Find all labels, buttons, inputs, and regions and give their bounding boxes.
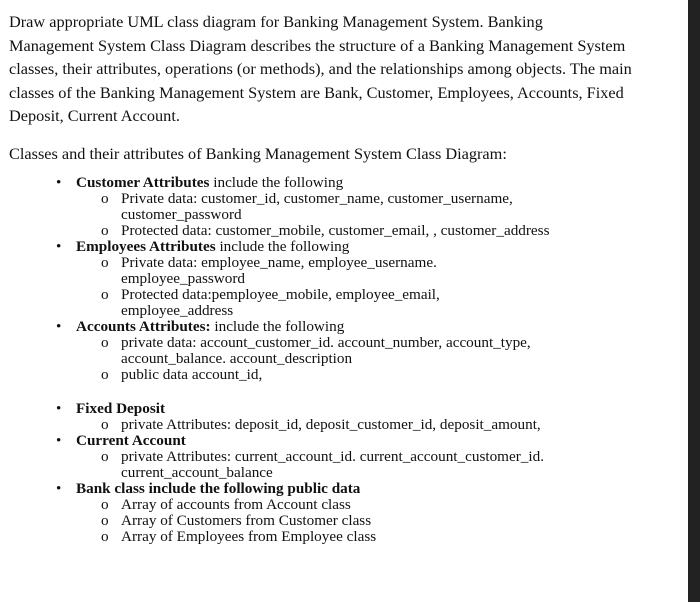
attribute-line: employee_password xyxy=(121,269,245,287)
attribute-line: customer_password xyxy=(121,205,242,223)
bullet-icon: • xyxy=(56,317,62,335)
attribute-line: Protected data: customer_mobile, customer_email, , customer_address xyxy=(121,221,550,239)
attribute-item xyxy=(76,417,679,433)
circle-bullet-icon: o xyxy=(101,221,109,239)
intro-line: classes, their attributes, operations (or methods), and the relationships among objects. The main xyxy=(9,59,632,78)
class-title: Bank class include the following public data xyxy=(76,479,361,497)
intro-paragraph xyxy=(9,10,679,128)
attribute-line: private data: account_customer_id. account_number, account_type, xyxy=(121,333,531,351)
attribute-item xyxy=(76,367,679,383)
attribute-list xyxy=(76,497,679,545)
attribute-line: Array of Employees from Employee class xyxy=(121,527,377,545)
attribute-line: Private data: customer_id, customer_name, customer_username, xyxy=(121,189,513,207)
bullet-icon: • xyxy=(56,479,62,497)
class-title-rest: include the following xyxy=(209,173,344,191)
intro-line: Draw appropriate UML class diagram for Banking Management System. Banking xyxy=(9,12,543,31)
attribute-line: employee_address xyxy=(121,301,234,319)
attribute-line: Protected data:pemployee_mobile, employee_email, xyxy=(121,285,440,303)
attribute-line: Array of accounts from Account class xyxy=(121,495,351,513)
attribute-item xyxy=(76,335,679,367)
circle-bullet-icon: o xyxy=(101,365,109,383)
subheading: Classes and their attributes of Banking Management System Class Diagram: xyxy=(9,143,507,163)
attribute-line: public data account_id, xyxy=(121,365,263,383)
intro-line: Management System Class Diagram describes the structure of a Banking Management System xyxy=(9,35,626,55)
class-item-employees xyxy=(9,239,679,319)
class-title-rest: include the following xyxy=(215,237,350,255)
attribute-item xyxy=(76,191,679,223)
bullet-icon: • xyxy=(56,237,62,255)
circle-bullet-icon: o xyxy=(101,527,109,545)
attribute-list xyxy=(76,449,679,481)
class-item-fixed-deposit xyxy=(9,401,679,433)
attribute-line: private Attributes: deposit_id, deposit_customer_id, deposit_amount, xyxy=(121,415,541,433)
window-edge xyxy=(688,0,700,602)
class-title: Fixed Deposit xyxy=(76,399,166,417)
class-item-accounts xyxy=(9,319,679,383)
attribute-item xyxy=(76,449,679,481)
attribute-line: account_balance. account_description xyxy=(121,349,353,367)
class-item-bank xyxy=(9,481,679,545)
circle-bullet-icon: o xyxy=(101,333,109,351)
document-body xyxy=(9,10,679,545)
bullet-icon: • xyxy=(56,431,62,449)
attribute-item xyxy=(76,287,679,319)
attribute-item xyxy=(76,223,679,239)
attribute-line: Private data: employee_name, employee_username. xyxy=(121,253,437,271)
class-title-rest: include the following xyxy=(210,317,345,335)
circle-bullet-icon: o xyxy=(101,447,109,465)
circle-bullet-icon: o xyxy=(101,495,109,513)
bullet-icon: • xyxy=(56,399,62,417)
attribute-line: current_account_balance xyxy=(121,463,273,481)
class-title: Employees Attributes xyxy=(76,237,216,255)
class-list xyxy=(9,175,679,545)
attribute-item xyxy=(76,529,679,545)
attribute-list xyxy=(76,255,679,319)
circle-bullet-icon: o xyxy=(101,189,109,207)
class-title: Accounts Attributes: xyxy=(76,317,211,335)
bullet-icon: • xyxy=(56,173,62,191)
attribute-list xyxy=(76,191,679,239)
attribute-item xyxy=(76,255,679,287)
attribute-item xyxy=(76,513,679,529)
circle-bullet-icon: o xyxy=(101,511,109,529)
intro-line: classes of the Banking Management System are Bank, Customer, Employees, Accounts, Fixed xyxy=(9,82,624,102)
class-title: Current Account xyxy=(76,431,186,449)
circle-bullet-icon: o xyxy=(101,253,109,271)
attribute-item xyxy=(76,497,679,513)
circle-bullet-icon: o xyxy=(101,285,109,303)
attribute-line: private Attributes: current_account_id. current_account_customer_id. xyxy=(121,447,544,465)
attribute-line: Array of Customers from Customer class xyxy=(121,511,372,529)
intro-line: Deposit, Current Account. xyxy=(9,106,180,125)
circle-bullet-icon: o xyxy=(101,415,109,433)
attribute-list xyxy=(76,417,679,433)
class-item-current-account xyxy=(9,433,679,481)
attribute-list xyxy=(76,335,679,383)
class-title: Customer Attributes xyxy=(76,173,210,191)
class-item-customer xyxy=(9,175,679,239)
